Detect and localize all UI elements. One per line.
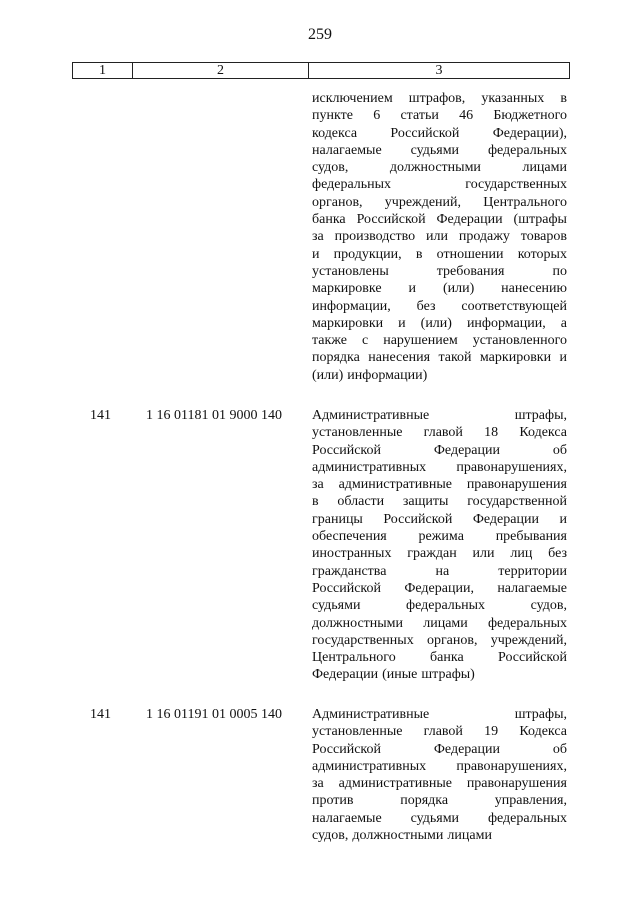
description-word: органов,	[312, 194, 363, 210]
description-word: федеральных	[487, 810, 567, 826]
description-word: штрафы,	[514, 408, 567, 423]
description-word: Центрального	[312, 650, 396, 666]
description-word: судов,	[312, 828, 349, 844]
description-word: продукции,	[333, 246, 402, 262]
description-word: должностными	[312, 615, 404, 631]
description-word: исключением	[312, 91, 393, 106]
description-line	[312, 211, 567, 228]
description-line	[312, 597, 567, 614]
description-word: Российской	[356, 212, 426, 228]
description-word: Бюджетного	[493, 108, 567, 124]
description-word: порядка	[400, 793, 449, 809]
description-word: 18	[484, 425, 499, 441]
description-line	[312, 741, 567, 758]
description-word: Федерации	[472, 511, 539, 527]
description-word: Федерации	[433, 442, 500, 458]
description-word: с	[362, 333, 369, 349]
description-word: граждан	[407, 546, 457, 562]
description-word: и	[398, 315, 406, 331]
description-line	[312, 827, 567, 844]
description-word: правонарушения	[466, 477, 567, 493]
description-word: государственных	[465, 177, 567, 193]
description-word: без	[548, 546, 567, 562]
description-word: Кодекса	[519, 724, 567, 740]
description-word: Российской	[390, 125, 460, 141]
description-word: судов,	[312, 160, 349, 176]
description-word: Российской	[312, 442, 381, 458]
description-line	[312, 545, 567, 562]
description-word: должностными	[389, 160, 481, 176]
description-word: правонарушениях,	[456, 758, 567, 774]
description-word: (штрафы	[513, 212, 567, 228]
description-line	[312, 263, 567, 280]
table-row-description	[312, 407, 567, 684]
description-word: за	[312, 229, 324, 245]
table-header	[72, 62, 570, 79]
description-word: Федерации	[436, 212, 503, 228]
description-word: (или)	[312, 367, 344, 383]
description-word: гражданства	[312, 563, 387, 579]
description-word: государственной	[467, 494, 567, 510]
description-line	[312, 649, 567, 666]
description-word: установленные	[312, 425, 403, 441]
description-line	[312, 125, 567, 142]
table-row-number: 141	[90, 408, 111, 423]
description-word: Российской	[498, 650, 567, 666]
description-word: порядка	[312, 350, 360, 366]
description-word: управления,	[494, 793, 567, 809]
description-word: Кодекса	[519, 425, 567, 441]
description-word: судьями	[312, 598, 361, 614]
description-word: 6	[373, 108, 381, 124]
description-word: правонарушения	[466, 776, 567, 792]
description-word: судов,	[530, 598, 567, 614]
description-word: 46	[459, 108, 474, 124]
description-line	[312, 90, 567, 107]
description-word: лицами	[522, 160, 567, 176]
description-word: (иные	[382, 667, 418, 683]
description-word: Административные	[312, 707, 430, 722]
header-col-3: 3	[435, 63, 443, 78]
description-line	[312, 666, 567, 683]
description-word: обеспечения	[312, 529, 387, 545]
description-word: отношении	[436, 246, 504, 262]
description-word: учреждений,	[384, 194, 462, 210]
description-word: Российской	[312, 580, 381, 596]
table-row-description	[312, 706, 567, 844]
description-word: соответствующей	[461, 298, 567, 314]
description-word: лиц	[510, 546, 533, 562]
description-word: без	[416, 298, 436, 314]
description-line	[312, 367, 567, 384]
description-word: (или)	[442, 281, 475, 297]
description-word: правонарушениях,	[456, 459, 567, 475]
table-row-code: 1 16 01181 01 9000 140	[146, 408, 282, 423]
description-word: на	[435, 563, 450, 579]
description-word: банка	[430, 650, 464, 666]
description-line	[312, 563, 567, 580]
description-line	[312, 194, 567, 211]
description-word: нанесения	[368, 350, 431, 366]
description-word: федеральных	[406, 598, 486, 614]
description-line	[312, 632, 567, 649]
description-word: области	[337, 494, 385, 510]
description-word: информации,	[312, 298, 391, 314]
page-number: 259	[308, 26, 332, 43]
description-word: лицами	[423, 615, 468, 631]
description-word: такой	[438, 350, 472, 366]
description-line	[312, 315, 567, 332]
description-word: указанных	[481, 91, 545, 106]
description-word: судьями	[410, 810, 460, 826]
description-word: и	[559, 350, 567, 366]
description-word: информации)	[347, 367, 428, 383]
description-word: в	[560, 91, 567, 106]
description-line	[312, 246, 567, 263]
description-word: Российской	[312, 741, 381, 757]
description-word: должностными	[352, 828, 444, 844]
description-line	[312, 298, 567, 315]
description-line	[312, 493, 567, 510]
description-word: об	[552, 741, 567, 757]
description-word: продажу	[458, 229, 510, 245]
description-word: территории	[498, 563, 567, 579]
description-word: административные	[338, 776, 452, 792]
description-word: или	[426, 229, 448, 245]
description-line	[312, 511, 567, 528]
description-word: федеральных	[312, 177, 392, 193]
description-word: главой	[423, 724, 463, 740]
description-word: пункте	[312, 108, 353, 124]
description-word: нарушением	[383, 333, 458, 349]
description-line	[312, 810, 567, 827]
description-word: органов,	[426, 632, 478, 648]
description-word: за	[312, 477, 324, 493]
description-word: а	[560, 315, 567, 331]
description-line	[312, 615, 567, 632]
description-word: (или)	[420, 315, 452, 331]
description-word: в	[312, 494, 319, 510]
description-word: по	[552, 263, 567, 279]
description-line	[312, 459, 567, 476]
description-word: налагаемые	[312, 142, 382, 158]
description-line	[312, 442, 567, 459]
description-word: кодекса	[312, 125, 358, 141]
description-word: штрафы,	[514, 707, 567, 722]
description-word: нанесению	[501, 281, 567, 297]
description-line	[312, 706, 567, 723]
table-row-number: 141	[90, 707, 111, 722]
description-word: товаров	[520, 229, 567, 245]
description-word: банка	[312, 212, 346, 228]
description-line	[312, 332, 567, 349]
description-line	[312, 176, 567, 193]
description-line	[312, 580, 567, 597]
description-line	[312, 528, 567, 545]
description-word: штрафы)	[421, 667, 475, 683]
description-word: и	[312, 246, 320, 262]
description-word: учреждений,	[490, 632, 567, 648]
description-word: маркировки	[312, 315, 384, 331]
description-line	[312, 107, 567, 124]
description-word: которых	[517, 246, 567, 262]
description-word: государственных	[312, 632, 414, 648]
description-word: режима	[418, 529, 464, 545]
description-word: или	[472, 546, 495, 562]
description-word: за	[312, 776, 324, 792]
description-word: производство	[334, 229, 416, 245]
table-row-code: 1 16 01191 01 0005 140	[146, 707, 282, 722]
description-word: установленные	[312, 724, 403, 740]
description-word: Административные	[312, 408, 430, 423]
description-line	[312, 228, 567, 245]
description-word: и	[408, 281, 416, 297]
description-word: административных	[312, 758, 427, 774]
description-word: 19	[484, 724, 499, 740]
description-word: Федерации,	[404, 580, 474, 596]
description-word: об	[552, 442, 567, 458]
description-word: налагаемые	[497, 580, 567, 596]
description-word: информации,	[466, 315, 546, 331]
description-line	[312, 476, 567, 493]
description-word: Федерации	[433, 741, 500, 757]
description-word: Центрального	[483, 194, 567, 210]
description-line	[312, 142, 567, 159]
description-line	[312, 159, 567, 176]
description-word: Российской	[383, 511, 453, 527]
description-word: судьями	[410, 142, 460, 158]
description-line	[312, 775, 567, 792]
description-line	[312, 407, 567, 424]
description-word: иностранных	[312, 546, 392, 562]
description-word: в	[415, 246, 423, 262]
description-word: налагаемые	[312, 810, 382, 826]
description-word: пребывания	[495, 529, 567, 545]
description-word: штрафов,	[408, 91, 466, 106]
header-col-2: 2	[133, 63, 309, 78]
description-word: Федерации),	[492, 125, 567, 141]
description-word: маркировки	[479, 350, 552, 366]
description-word: против	[312, 793, 354, 809]
description-word: установлены	[312, 263, 389, 279]
description-word: и	[559, 511, 567, 527]
header-col-1: 1	[73, 63, 133, 78]
description-line	[312, 349, 567, 366]
description-word: статьи	[400, 108, 439, 124]
description-word: административные	[338, 477, 452, 493]
description-word: маркировке	[312, 281, 382, 297]
description-line	[312, 792, 567, 809]
description-word: административных	[312, 459, 427, 475]
description-word: федеральных	[487, 142, 567, 158]
description-line	[312, 424, 567, 441]
description-word: также	[312, 333, 348, 349]
description-word: границы	[312, 511, 363, 527]
table-row-description	[312, 90, 567, 384]
description-line	[312, 723, 567, 740]
description-word: Федерации	[312, 667, 379, 683]
description-word: защиты	[402, 494, 449, 510]
description-line	[312, 758, 567, 775]
description-line	[312, 280, 567, 297]
description-word: главой	[423, 425, 463, 441]
description-word: федеральных	[487, 615, 567, 631]
description-word: лицами	[447, 828, 492, 844]
description-word: требования	[436, 263, 505, 279]
description-word: установленного	[472, 333, 567, 349]
